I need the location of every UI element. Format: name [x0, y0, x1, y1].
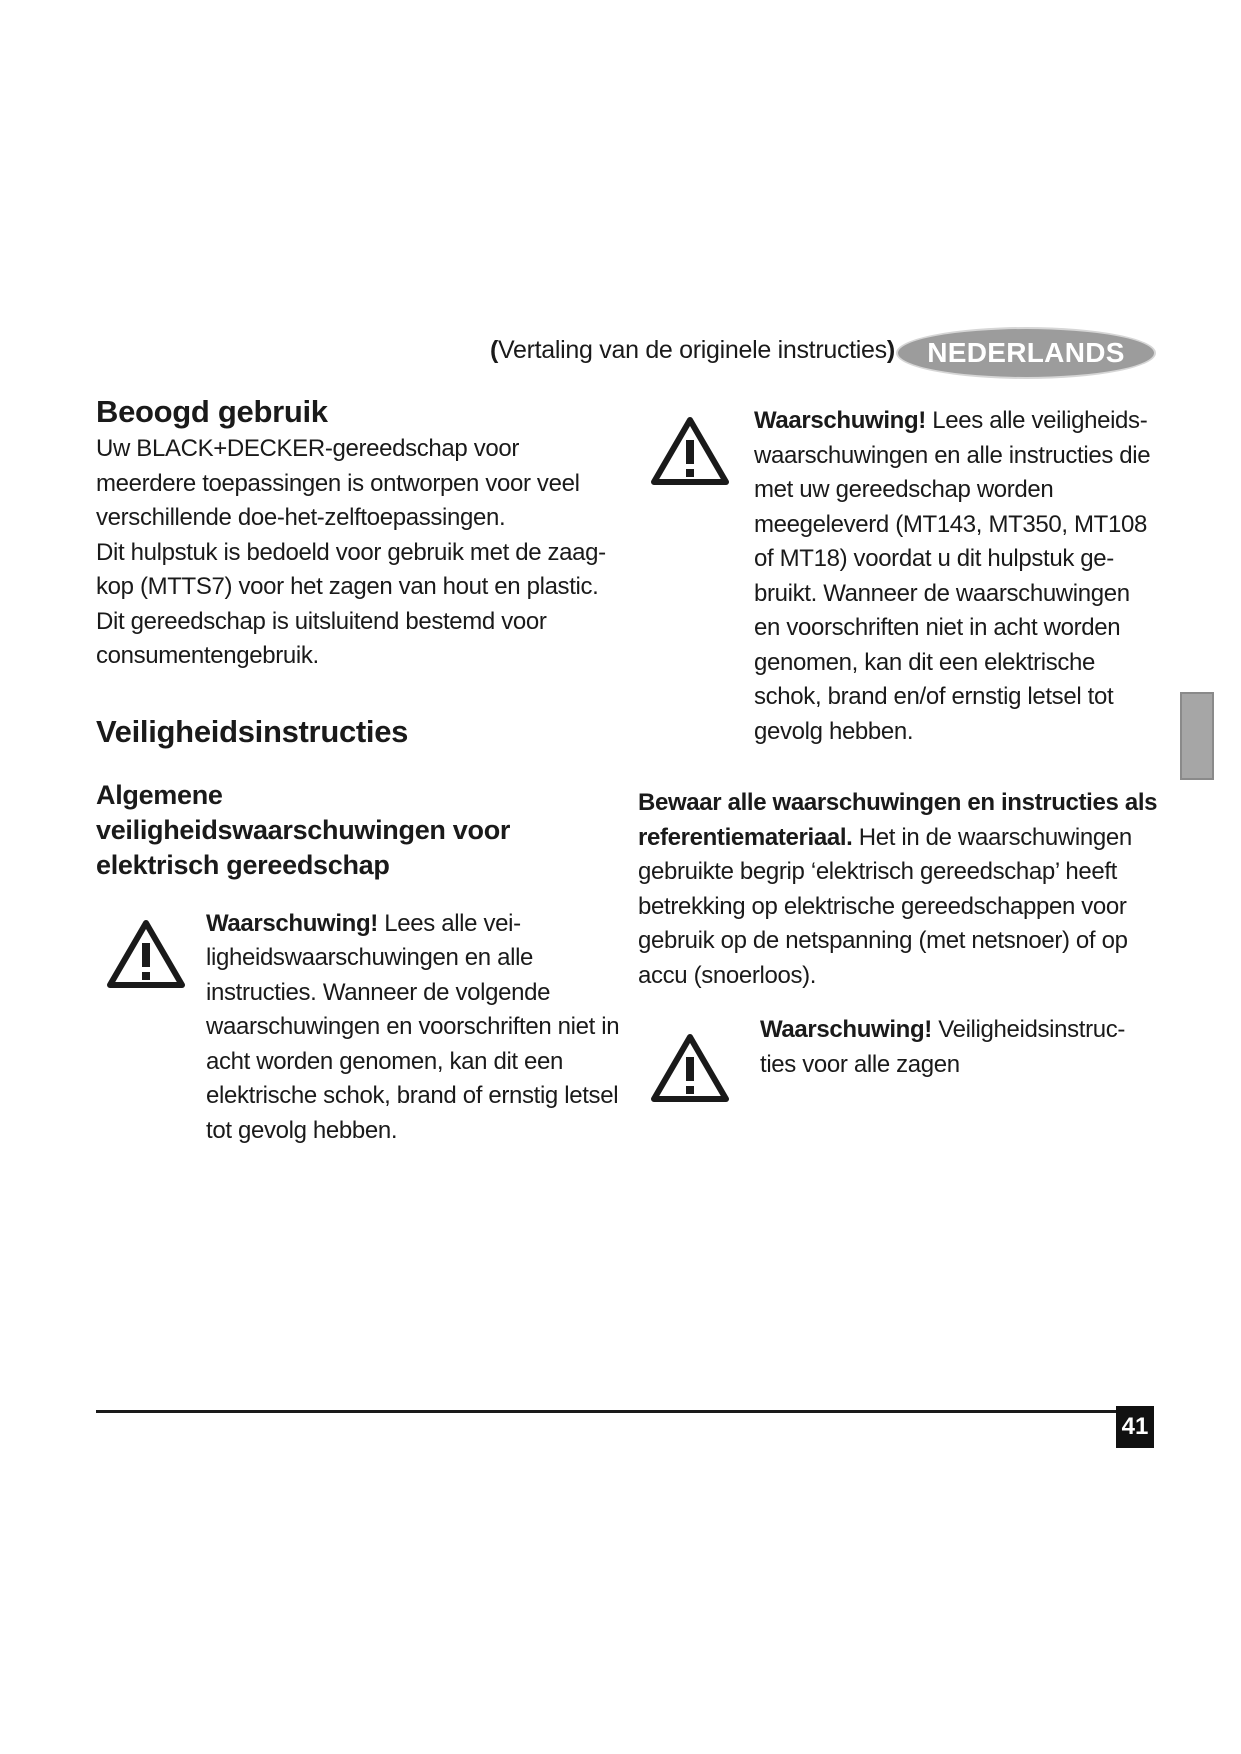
intended-use-heading: Beoogd gebruik	[96, 394, 328, 429]
general-warnings-subheading: Algemene veiligheidswaarschuwingen voor elektrisch gereedschap	[96, 779, 511, 880]
saw-warning-block	[638, 1013, 1158, 1105]
warning-label: Waarschuwing!	[760, 1016, 932, 1043]
intended-use-para-1: Uw BLACK+DECKER-gereedschap voor meerdere toepassingen is ontworpen voor veel verschillende doe-het-zelftoepassingen.	[96, 435, 580, 531]
safety-heading: Veiligheidsinstructies	[96, 713, 409, 749]
page-number: 41	[1116, 1406, 1154, 1448]
translation-note: (Vertaling van de originele instructies)	[490, 336, 895, 364]
tool-warning-block	[638, 404, 1158, 749]
warning-label: Waarschuwing!	[754, 407, 926, 434]
keep-instructions-text: Bewaar alle waarschuwingen en instructies als referentiemateriaal. Het in de waarschuwingen gebruikte begrip ‘elektrisch gereedschap’ heeft betrekking op elektrische gereedschappen voor gebruik op de netspanning (met netsnoer) of op accu (snoerloos).	[638, 789, 1158, 989]
intended-use-para-3: Dit gereedschap is uitsluitend bestemd voor consumentengebruik.	[96, 607, 547, 669]
warning-triangle-icon	[650, 1033, 730, 1105]
general-warning-block	[96, 907, 636, 1149]
warning-triangle-icon	[650, 416, 730, 488]
translation-note-text: Vertaling van de originele instructies	[498, 336, 887, 364]
general-warning-text: Waarschuwing! Lees alle vei-ligheidswaarschuwingen en alle instructies. Wanneer de volgende waarschuwingen en voorschriften niet in acht worden genomen, kan dit een elektrische schok, brand of ernstig letsel tot gevolg hebben.	[206, 909, 620, 1144]
intended-use-para-2: Dit hulpstuk is bedoeld voor gebruik met de zaag-kop (MTTS7) voor het zagen van hout en plastic.	[96, 538, 606, 600]
language-badge: NEDERLANDS	[896, 327, 1156, 379]
left-column	[96, 392, 636, 1148]
saw-warning-text: Waarschuwing! Veiligheidsinstruc-ties voor alle zagen	[760, 1016, 1126, 1078]
warning-triangle-icon	[106, 919, 186, 991]
right-column	[638, 404, 1158, 1105]
footer-rule	[96, 1410, 1120, 1413]
keep-instructions-bold: Bewaar alle waarschuwingen en instructies als referentiemateriaal.	[638, 789, 1158, 851]
language-side-tab	[1180, 692, 1214, 780]
tool-warning-text: Waarschuwing! Lees alle veiligheids-waarschuwingen en alle instructies die met uw gereedschap worden meegeleverd (MT143, MT350, MT108 of MT18) voordat u dit hulpstuk ge-bruikt. Wanneer de waarschuwingen en voorschriften niet in acht worden genomen, kan dit een elektrische schok, brand en/of ernstig letsel tot gevolg hebben.	[754, 407, 1151, 745]
warning-label: Waarschuwing!	[206, 909, 378, 937]
